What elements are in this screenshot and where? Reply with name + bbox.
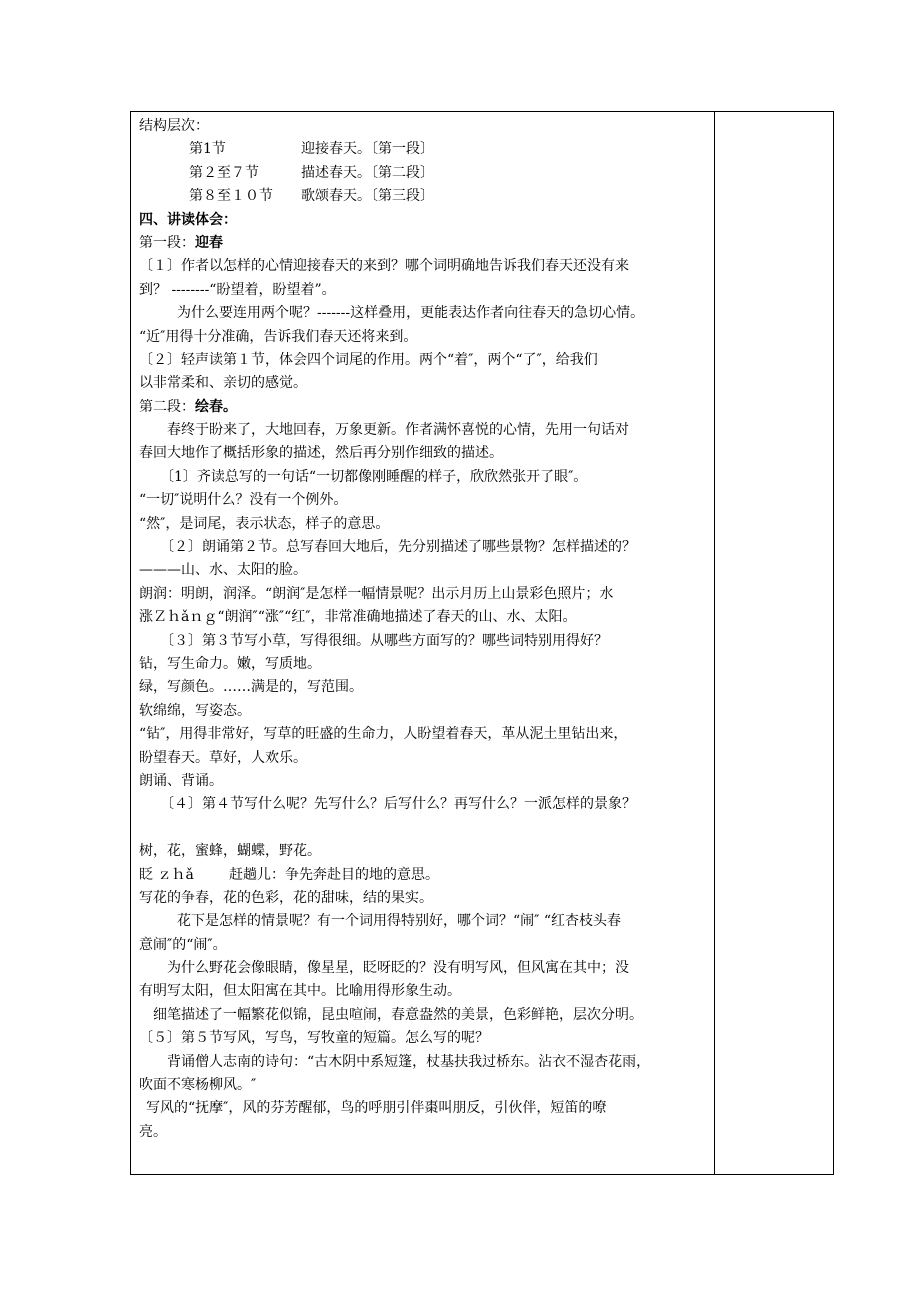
blank-line [139,817,707,840]
paragraph-line: 春回大地作了概括形象的描述，然后再分别作细致的描述。 [139,445,503,462]
paragraph-line: “一切″说明什么？没有一个例外。 [139,492,348,509]
paragraph-line: 树，花，蜜蜂，蝴蝶，野花。 [139,843,321,860]
paragraph-line: 绿，写颜色。……满是的，写范围。 [139,679,363,696]
paragraph-line: 眨 ｚｈǎ 赶趟儿：争先奔赴目的地的意思。 [139,866,439,883]
paragraph-line: 朗诵、背诵。 [139,772,223,789]
structure-title: 结构层次： [139,118,209,134]
paragraph-line: 春终于盼来了，大地回春，万象更新。作者满怀喜悦的心情，先用一句话对 [167,422,629,439]
column-divider [714,112,715,1174]
paragraph-line: 盼望春天。草好，人欢乐。 [139,749,307,766]
paragraph-line: 软绵绵，写姿态。 [139,702,251,719]
paragraph-line: “近″用得十分准确，告诉我们春天还将来到。 [139,328,418,345]
paragraph-line: 为什么要连用两个呢？-------这样叠用，更能表达作者向往春天的急切心情。 [177,305,645,322]
lesson-table [130,111,834,1175]
paragraph-line: 细笔描述了一幅繁花似锦，昆虫喧闹，春意盎然的美景，色彩鲜艳，层次分明。 [153,1006,643,1023]
paragraph-line: 吹面不寒杨柳风。″ [139,1077,257,1094]
paragraph-line: 意闹″的“闹″。 [139,936,227,953]
part-one-heading: 第一段：迎春 [139,234,223,251]
paragraph-line: 亮。 [139,1123,167,1140]
paragraph-line: 以非常柔和、亲切的感觉。 [139,375,307,392]
heading-four: 四、讲读体会： [139,211,237,228]
paragraph-line: 〔1〕齐读总写的一句话“一切都像刚睡醒的样子，欣欣然张开了眼″。 [160,468,588,485]
paragraph-line: 背诵僧人志南的诗句：“古木阴中系短篷，杖基扶我过桥东。沾衣不湿杏花雨， [167,1053,651,1070]
paragraph-line: 钻，写生命力。嫩，写质地。 [139,655,321,672]
paragraph-line: 涨Ｚｈǎｎｇ“朗润″“涨″“红″，非常准确地描述了春天的山、水、太阳。 [139,609,577,626]
paragraph-line: 花下是怎样的情景呢？有一个词用得特别好，哪个词？“闹″ “红杏枝头春 [177,913,621,930]
lesson-content [139,115,707,1144]
paragraph-line: “然″，是词尾，表示状态，样子的意思。 [139,515,390,532]
paragraph-line: 〔４〕第４节写什么呢？先写什么？后写什么？再写什么？一派怎样的景象？ [160,796,636,813]
paragraph-line: 到？ --------“盼望着，盼望着”。 [139,281,336,298]
paragraph-line: 〔２〕轻声读第１节，体会四个词尾的作用。两个“着″，两个“了″，给我们 [139,351,598,368]
paragraph-line: 有明写太阳，但太阳寓在其中。比喻用得形象生动。 [139,983,461,1000]
section-row: 第２至７节 描述春天。〔第二段〕 [189,164,434,181]
paragraph-line: 〔２〕朗诵第２节。总写春回大地后，先分别描述了哪些景物？怎样描述的？ [160,539,636,556]
paragraph-line: 〔５〕第５节写风，写鸟，写牧童的短篇。怎么写的呢？ [139,1030,489,1047]
paragraph-line: ———山、水、太阳的脸。 [139,562,307,579]
part-two-heading: 第二段：绘春。 [139,398,237,415]
paragraph-line: 写花的争春，花的色彩，花的甜味，结的果实。 [139,889,433,906]
paragraph-line: 朗润：明朗，润泽。“朗润″是怎样一幅情景呢？出示月历上山景彩色照片；水 [139,585,614,602]
paragraph-line: 写风的“抚摩″，风的芬芳醒郁，鸟的呼朋引伴棗叫朋反，引伙伴，短笛的嘹 [146,1100,607,1117]
paragraph-line: 〔１〕作者以怎样的心情迎接春天的来到？哪个词明确地告诉我们春天还没有来 [139,258,629,275]
paragraph-line: “钻″，用得非常好，写草的旺盛的生命力，人盼望着春天，革从泥土里钻出来， [139,726,628,743]
paragraph-line: 〔３〕第３节写小草，写得很细。从哪些方面写的？哪些词特别用得好？ [160,632,608,649]
section-row: 第1节 迎接春天。〔第一段〕 [189,141,434,158]
section-row: 第８至１０节 歌颂春天。〔第三段〕 [189,188,434,205]
paragraph-line: 为什么野花会像眼睛，像星星，眨呀眨的？没有明写风，但风寓在其中；没 [167,960,629,977]
